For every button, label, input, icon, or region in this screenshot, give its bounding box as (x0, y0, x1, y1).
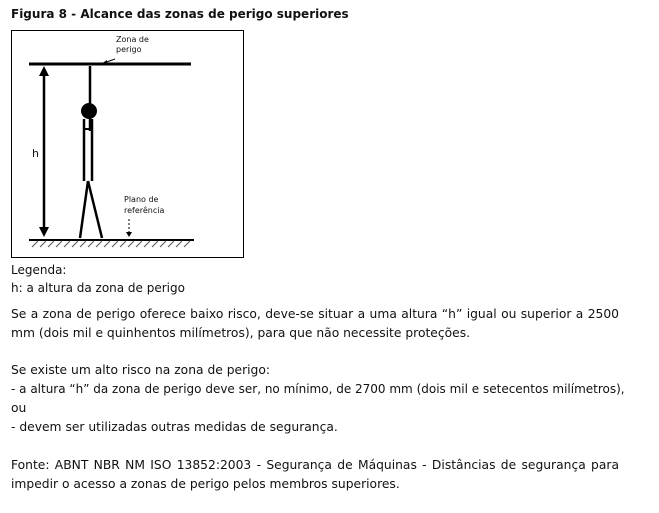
zone-label-line1: Zona de (116, 35, 149, 44)
plane-label-line2: referência (124, 206, 165, 215)
legend (11, 261, 185, 297)
high-risk-item-1: - a altura “h” da zona de perigo deve ser, no mínimo, de 2700 mm (dois mil e setecentos milímetros), (11, 382, 625, 396)
paragraph-low-risk: Se a zona de perigo oferece baixo risco, deve-se situar a uma altura “h” igual ou superior a 2500 mm (dois mil e quinhentos milímetros), para que não necessite proteções. (11, 307, 619, 340)
figure-head (81, 103, 97, 119)
figure-leg-left (80, 181, 88, 238)
figure-title: Figura 8 - Alcance das zonas de perigo superiores (11, 7, 349, 21)
figure-leg-right (88, 181, 102, 238)
zone-pointer-head (101, 60, 107, 64)
reach-diagram (12, 31, 245, 259)
height-arrow-bottom (39, 227, 49, 237)
figure-illustration (11, 30, 244, 258)
paragraph-high-risk (11, 361, 625, 437)
height-label: h (32, 147, 39, 160)
source-citation: Fonte: ABNT NBR NM ISO 13852:2003 - Segurança de Máquinas - Distâncias de segurança para impedir o acesso a zonas de perigo pelos membros superiores. (11, 458, 619, 491)
height-arrow-top (39, 66, 49, 76)
legend-title: Legenda: (11, 263, 67, 277)
high-risk-item-2: - devem ser utilizadas outras medidas de segurança. (11, 420, 338, 434)
ground-hatching (32, 241, 190, 247)
legend-item: h: a altura da zona de perigo (11, 281, 185, 295)
plane-label-line1: Plano de (124, 195, 159, 204)
high-risk-intro: Se existe um alto risco na zona de perigo: (11, 363, 271, 377)
zone-label-line2: perigo (116, 45, 142, 54)
high-risk-or: ou (11, 401, 27, 415)
plane-pointer-head (126, 232, 132, 237)
